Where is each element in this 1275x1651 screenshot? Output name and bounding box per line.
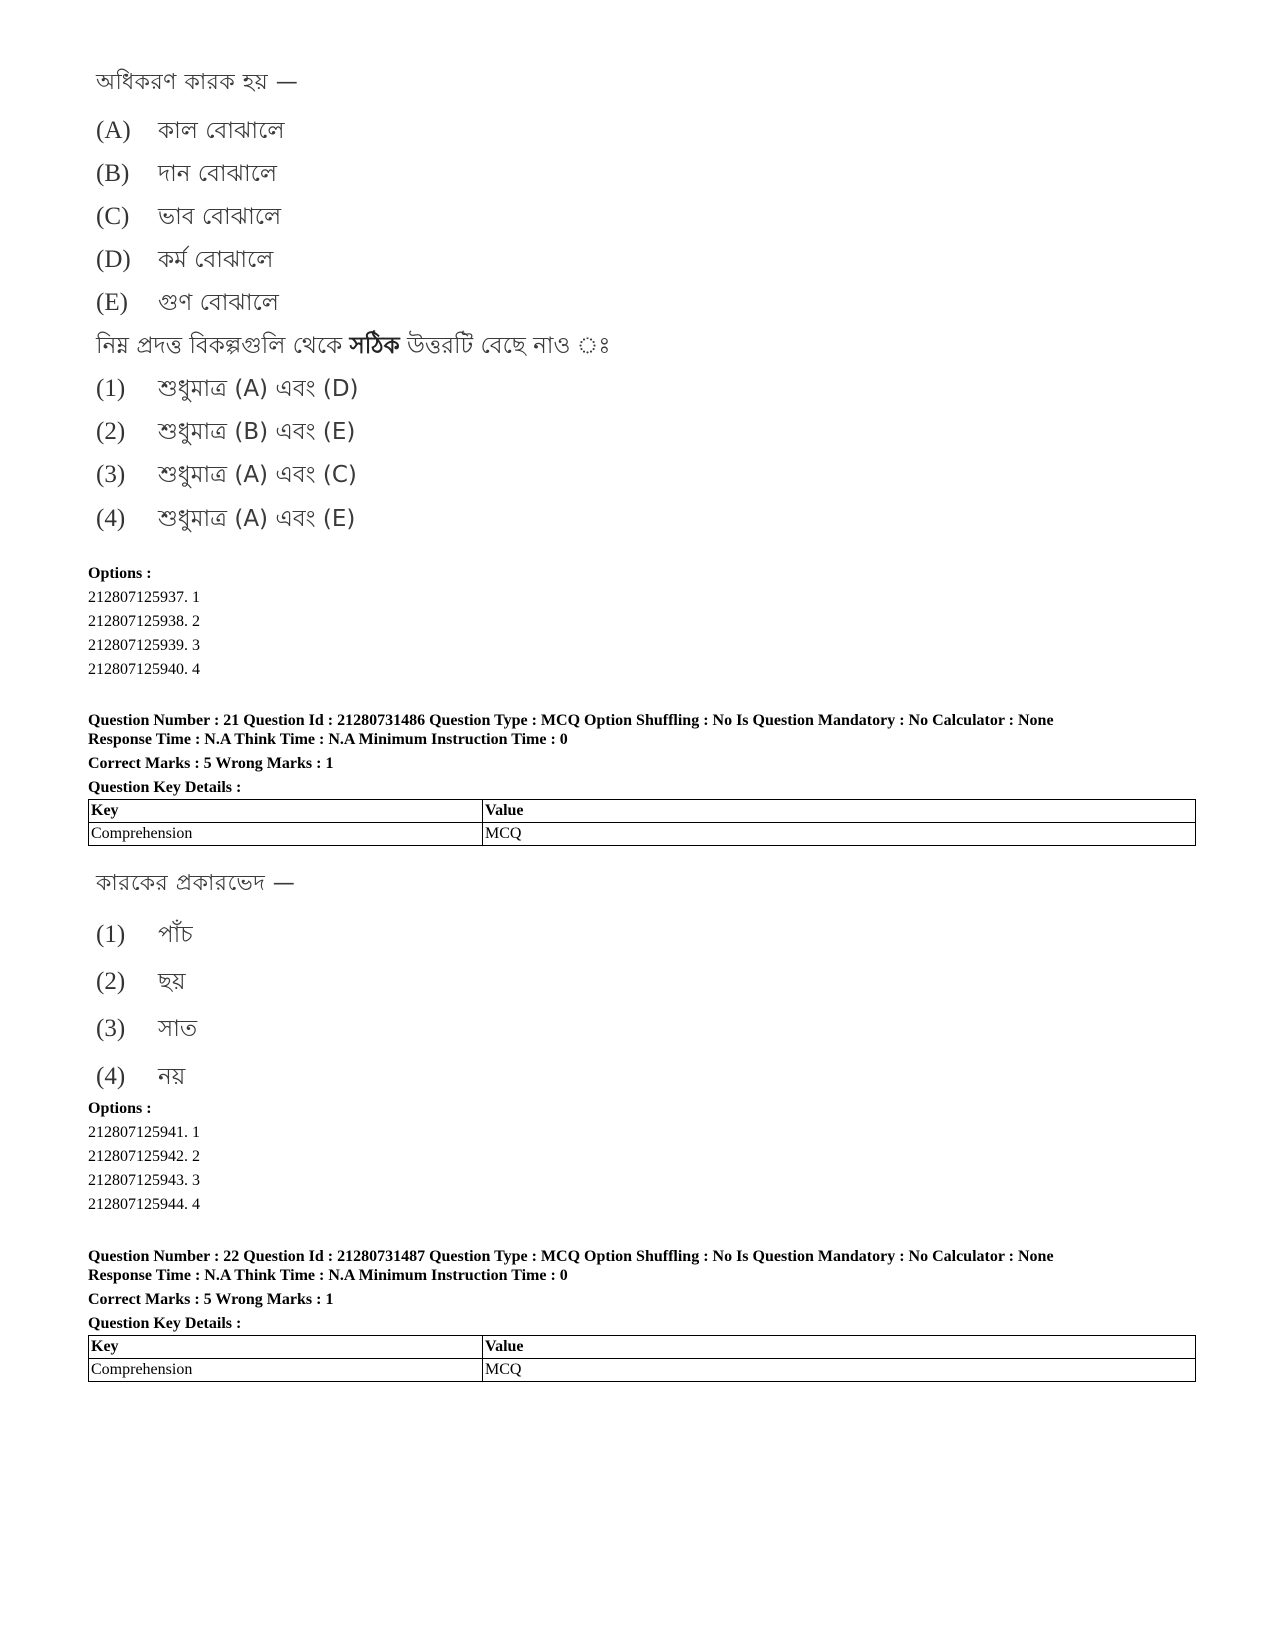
q21-options [88,1097,200,1217]
q20-statement-a: (A) কাল বোঝালে [96,117,285,144]
q20-options-label: Options : [88,565,152,582]
q22-meta-line1: Question Number : 22 Question Id : 21280731487 Question Type : MCQ Option Shuffling : No Is Question Mandatory : No Calculator : None [88,1248,1054,1265]
q20-choice-3: (3) শুধুমাত্র (A) এবং (C) [96,461,357,488]
table-row [89,1359,1196,1382]
table-header-value: Value [483,800,1196,823]
q21-meta-line2: Response Time : N.A Think Time : N.A Minimum Instruction Time : 0 [88,731,568,748]
q21-options-label: Options : [88,1100,152,1117]
q21-choice-3: (3) সাত [96,1015,198,1042]
q20-options [88,562,200,682]
q21-option-2: 212807125942. 2 [88,1148,200,1165]
q20-instruction: নিম্ন প্রদত্ত বিকল্পগুলি থেকে সঠিক উত্তরটি বেছে নাও ঃ [96,333,611,359]
table-row [89,823,1196,846]
table-cell-key: Comprehension [89,823,483,846]
table-cell-key: Comprehension [89,1359,483,1382]
q21-option-3: 212807125943. 3 [88,1172,200,1189]
table-header-value: Value [483,1336,1196,1359]
q20-statement-c: (C) ভাব বোঝালে [96,203,282,230]
q20-option-1: 212807125937. 1 [88,589,200,606]
q21-header [88,711,1054,797]
q21-marks: Correct Marks : 5 Wrong Marks : 1 [88,755,334,772]
q20-option-3: 212807125939. 3 [88,637,200,654]
q20-statement-d: (D) কর্ম বোঝালে [96,246,274,273]
table-header-key: Key [89,800,483,823]
q20-stem: অধিকরণ কারক হয় — [96,70,299,95]
table-cell-value: MCQ [483,1359,1196,1382]
table-cell-value: MCQ [483,823,1196,846]
q22-key-table [88,1335,1196,1382]
q20-choice-4: (4) শুধুমাত্র (A) এবং (E) [96,505,356,532]
q21-option-1: 212807125941. 1 [88,1124,200,1141]
q20-choice-1: (1) শুধুমাত্র (A) এবং (D) [96,375,359,402]
q22-key-details-label: Question Key Details : [88,1315,242,1332]
table-row [89,1336,1196,1359]
q20-choice-2: (2) শুধুমাত্র (B) এবং (E) [96,418,356,445]
q20-statement-e: (E) গুণ বোঝালে [96,289,279,316]
table-row [89,800,1196,823]
q21-meta-line1: Question Number : 21 Question Id : 21280731486 Question Type : MCQ Option Shuffling : No Is Question Mandatory : No Calculator : None [88,712,1054,729]
q22-marks: Correct Marks : 5 Wrong Marks : 1 [88,1291,334,1308]
q21-choice-2: (2) ছয় [96,968,186,995]
q20-option-2: 212807125938. 2 [88,613,200,630]
table-header-key: Key [89,1336,483,1359]
q21-key-details-label: Question Key Details : [88,779,242,796]
q21-choice-4: (4) নয় [96,1063,186,1090]
q22-header [88,1247,1054,1333]
q21-stem: কারকের প্রকারভেদ — [96,871,296,896]
q21-choice-1: (1) পাঁচ [96,921,193,948]
q21-key-table [88,799,1196,846]
q22-meta-line2: Response Time : N.A Think Time : N.A Minimum Instruction Time : 0 [88,1267,568,1284]
q21-option-4: 212807125944. 4 [88,1196,200,1213]
q20-option-4: 212807125940. 4 [88,661,200,678]
q20-statement-b: (B) দান বোঝালে [96,160,278,187]
